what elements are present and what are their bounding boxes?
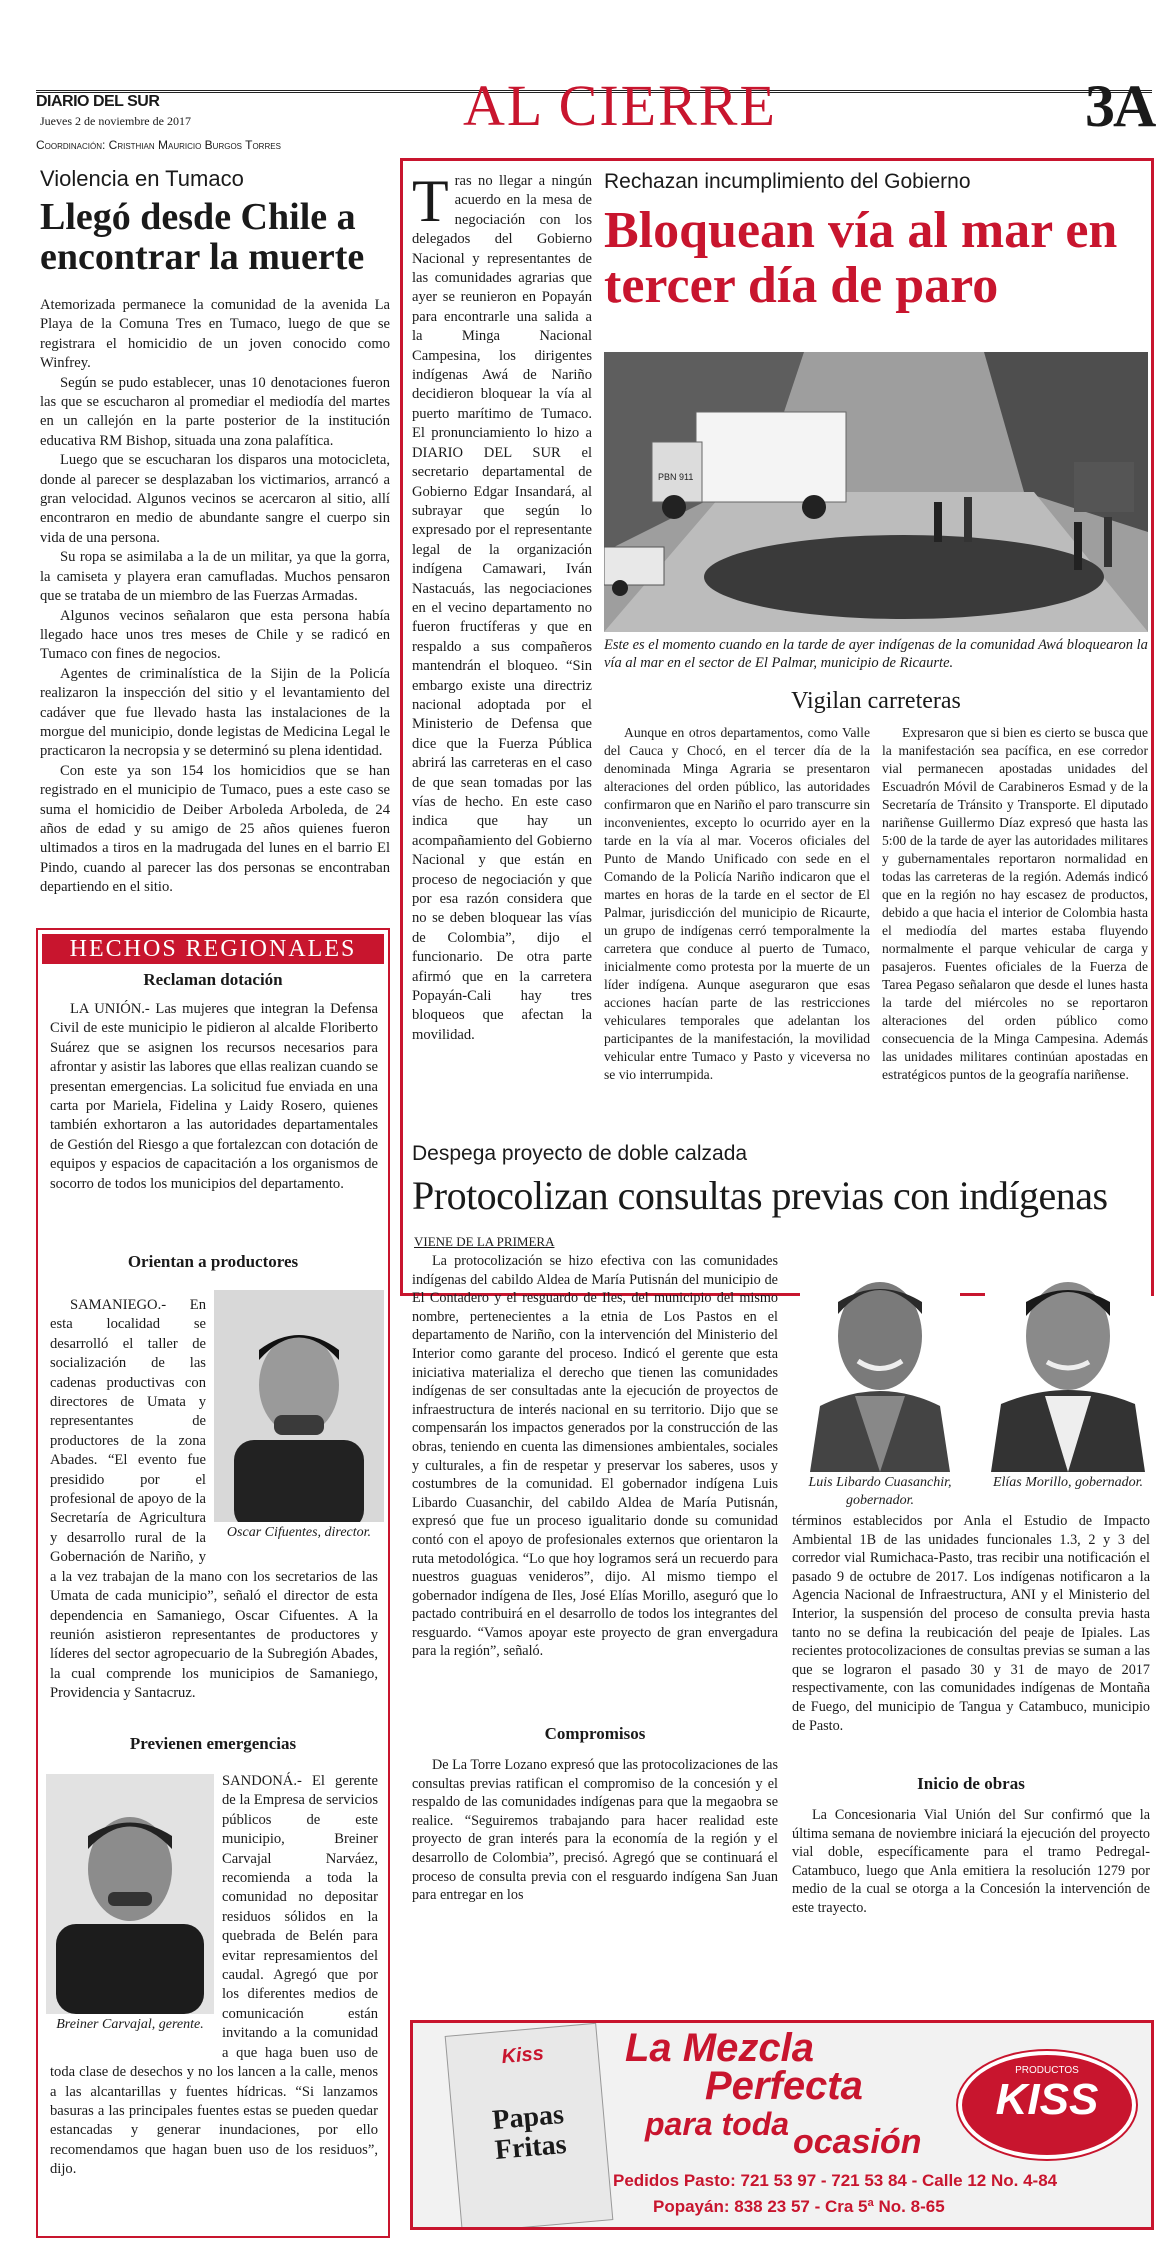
ad-slogan-line: ocasión [793,2123,922,2161]
inicio-obras-subhead: Inicio de obras [917,1774,1025,1793]
kiss-logo-small: PRODUCTOS [1015,2065,1079,2076]
regional-item-paragraph-text: SAMANIEGO.- En esta localidad se desarrolló el taller de socialización de las cadenas productivas con directores de Umata y representantes de productores de la zona Abades. “El evento fue presidido por el profesional de apoyo de la Secretaría de Agricultura y desarrollo rural de la Gobernación de Nariño, y a la vez trabajan de la mano con los secretarios de las Umata de cada municipio”, señaló el director de esta dependencia en Samaniego, Oscar Cifuentes. A la reunión asistieron representantes de productores y líderes del sector agropecuario de la Subregión Abades, la cual comprende los municipios de Samaniego, Providencia y Santacruz. [50,1297,378,1702]
chips-bag [445,2023,614,2230]
kiss-advertisement [410,2020,1154,2230]
kiss-logo-text: KISS [995,2075,1099,2124]
left-story-paragraph: Atemorizada permanece la comunidad de la avenida La Playa de la Comuna Tres en Tumaco, luego de que se registrara el homicidio de un joven conocido como Winfrey. [40,297,390,372]
newspaper-name: DIARIO DEL SUR [36,93,160,110]
ad-phone-line: Pedidos Pasto: 721 53 97 - 721 53 84 - Calle 12 No. 4-84 [613,2171,1058,2190]
ad-address-line: Popayán: 838 23 57 - Cra 5ª No. 8-65 [653,2197,945,2216]
compromisos-subhead: Compromisos [544,1724,646,1743]
main-story-col2 [604,724,870,1084]
second-story-kicker: Despega proyecto de doble calzada [412,1142,748,1165]
left-story-headline: Llegó desde Chile a encontrar la muerte [40,196,365,278]
main-story-kicker: Rechazan incumplimiento del Gobierno [604,170,971,193]
left-story-kicker: Violencia en Tumaco [40,166,244,191]
second-story-col1b [412,1756,778,1905]
vigilan-subhead: Vigilan carreteras [791,688,961,714]
regional-news-banner: HECHOS REGIONALES [42,934,384,964]
regional-item-text [50,1000,378,1194]
morillo-caption: Elías Morillo, gobernador. [992,1475,1144,1490]
regional-item-title: Previenen emergencias [129,1734,297,1753]
road-blockade-caption: Este es el momento cuando en la tarde de ayer indígenas de la comunidad Awá bloquearon la vía al mar en el sector de El Palmar, municipio de Ricaurte. [604,637,1148,671]
second-story-col1-text: La protocolización se hizo efectiva con las comunidades indígenas del cabildo Aldea de María Putisnán del municipio de El Contadero y el resguardo de Iles, del municipio del mismo nombre, pertenecientes a la etnia de Los Pastos en el departamento de Nariño, con la intervención del Ministerio del Interior como garante del proceso. Indicó el gerente que esta iniciativa materializa el derecho que tienen las comunidades indígenas de ser consultadas ante la ejecución de proyectos de infraestructura de interés nacional en su territorio. Dijo que se compensarán los impactos generados por la construcción de las obras, teniendo en cuenta las dimensiones ambientales, sociales y culturales, a fin de respetar y preservar los saberes, usos y costumbres de la comunidad. El gobernador indígena Luis Libardo Cuasanchir, del cabildo Aldea de María Putisnán, expresó que fue un proceso igualitario donde su comunidad contó con el apoyo de profesionales externos que orientaron la ruta metodológica. “Lo que hoy logramos será un recuerdo para nuestros guaguas venideros”, dijo. Al mismo tiempo el gobernador indígena de Iles, José Elías Morillo, aseguró que lo pactado contribuirá en el desarrollo de todos los integrantes del resguardo. “Vamos apoyar este proyecto de gran envergadura para la región”, señaló. [412,1253,778,1660]
second-story-col2b [792,1806,1150,1918]
second-story-col2b-text: La Concesionaria Vial Unión del Sur confirmó que la última semana de noviembre iniciará la ejecución del proyecto vial doble, específicamente para el tramo Pedregal-Catambuco, luego que Anla emitiera la resolución 1279 por medio de la cual se otorga a la Concesión la intervención de este trayecto. [792,1807,1150,1916]
cuasanchir-caption: Luis Libardo Cuasanchir, gobernador. [808,1475,952,1508]
breiner-carvajal-caption: Breiner Carvajal, gerente. [56,2017,204,2032]
portrait-illustration [985,1236,1151,1472]
regional-item-title: Reclaman dotación [143,970,283,989]
second-story-col2-text: términos establecidos por Anla el Estudio de Impacto Ambiental 1B de las unidades funcionales 1.3, 2 y 3 del corredor vial Rumichaca-Pasto, tras recibir una notificación el pasado 9 de octubre de 2017. Los indígenas notificaron a la Agencia Nacional de Infraestructura, ANI y el Ministerio del Interior, la suspensión del proceso de consulta previa hasta tanto no se defina la reubicación del peaje de Ipiales. Las recientes protocolizaciones de consultas previas se suman a las que se lograron el pasado 30 y 31 de mayo de 2017 respectivamente, con las comunidades indígenas de Montaña de Fuego, del municipio de Tangua y Catambuco, municipio de Pasto. [792,1513,1150,1734]
road-blockade-photo [604,352,1148,632]
left-story-paragraph: Según se pudo establecer, unas 10 denotaciones fueron las que se escucharon al promediar el mediodía del martes en un callejón en la parte posterior de la institución educativa RM Bishop, situada una zona palafítica. [40,374,390,449]
second-story-col1 [412,1252,778,1661]
blockade-scene-illustration [604,352,1148,632]
section-title: AL CIERRE [463,73,777,138]
coordination-credit: Coordinación: Cristhian Mauricio Burgos Torres [36,138,281,152]
page-number: 3A [1085,73,1155,139]
main-story-left-column [412,168,592,1045]
main-story-col2-text: Aunque en otros departamentos, como Valle del Cauca y Chocó, en el tercer día de la denominada Minga Agraria se presentaron alteraciones del orden público, las autoridades confirmaron que en Nariño el paro transcurre sin inconvenientes, excepto lo ocurrido ayer en la tarde en la vía al mar. Voceros oficiales del Punto de Mando Unificado con sede en el Comando de la Policía Nariño indicaron que el martes en horas de la tarde en el sector de El Palmar, jurisdicción del municipio de Ricaurte, un grupo de indígenas cerró temporalmente la carretera que conduce al puerto de Tumaco, inicialmente como protesta por la muerte de un líder indígena. Aunque aseguraron que esas acciones hacían parte de las restricciones vehiculares temporales que adelantan los participantes de la manifestación, la movilidad vehicular entre Tumaco y Pasto y viceversa no se vio interrumpida. [604,725,870,1082]
issue-date: Jueves 2 de noviembre de 2017 [40,114,191,128]
regional-item-title: Orientan a productores [127,1252,299,1271]
left-story-paragraph: Luego que se escucharan los disparos una motocicleta, donde al parecer se desplazaban los victimarios, arrancó a gran velocidad. Algunos vecinos se acercaron al sitio, allí encontraron en medio de abundante sangre el cuerpo sin vida de una persona. [40,452,390,546]
photo-spacer [206,1296,378,1564]
viene-de-la-primera: VIENE DE LA PRIMERA [414,1234,555,1249]
left-story-paragraph: Su ropa se asimilaba a la de un militar, ya que la gorra, la camiseta y playera eran camufladas. Muchos pensaron que se trataba de un miembro de las Fuerzas Armadas. [40,549,390,605]
second-story-col1b-text: De La Torre Lozano expresó que las protocolizaciones de las consultas previas ratifican el compromiso de la concesión y el respaldo de las comunidades indígenas para que la megaobra se realice. “Seguiremos trabajando para hacer realidad este proyecto de gran interés para la economía de la región y el desarrollo de Colombia”, precisó. Agregó que se continuará el proceso de consulta previa con el resguardo indígena San Juan para entregar en los [412,1757,778,1904]
ad-slogan-line: Perfecta [705,2064,863,2108]
cuasanchir-photo [800,1236,960,1472]
left-story-paragraph: Algunos vecinos señalaron que esta persona había llegado hace unos tres meses de Chile y se radicó en Tumaco con fines de negocios. [40,607,390,663]
photo-spacer [50,1772,222,2050]
regional-item-paragraph: LA UNIÓN.- Las mujeres que integran la Defensa Civil de este municipio le pidieron al alcalde Floriberto Suárez que se asignen los recursos necesarios para afrontar y asistir las labores que ellas realizan cuando se presentan emergencias. La solicitud fue enviada en una carta por Mariela, Fidelina y Laidy Rosero, quienes también exhortaron a las autoridades departamentales de Gestión del Riesgo a que fortalezcan con dotación de equipos y espacios de capacitación a los organismos de socorro de todos los municipios del departamento. [50,1001,378,1192]
left-story-paragraph: Agentes de criminalística de la Sijin de la Policía realizaron la inspección del sitio y el levantamiento del cadáver que fue llevado hasta las instalaciones de la morgue del municipio, donde legistas de Medicina Legal le practicaron la necropsia y se determinó su plena identidad. [40,665,390,760]
main-story-lead-text: ras no llegar a ningún acuerdo en la mesa de negociación con los delegados del Gobierno Nacional y representantes de las comunidades agrarias que ayer se reunieron en Popayán para encontrarle una salida a la Minga Nacional Campesina, los dirigentes indígenas Awá de Nariño decidieron bloquear la vía al puerto marítimo de Tumaco. El pronunciamiento lo hizo a DIARIO DEL SUR el secretario departamental de Gobierno Edgar Insandará, al subrayar que según lo expresado por el representante legal de la organización indígena Camawari, Iván Nastacuás, las negociaciones en el vecino departamento no fueron fructíferas y que en respaldo a sus compañeros mantendrán el bloqueo. “Sin embargo existe una directriz nacional adoptada por el Ministerio de Defensa que dice que la Fuerza Pública abrirá las carreteras en el caso de que sean tomadas por las vías de hecho. En este caso indica que hay un acompañamiento del Gobierno Nacional y que están en proceso de negociación y que por esa razón considera que no se deben bloquear las vías de Colombia”, dijo el funcionario. De otra parte afirmó que en la carretera Popayán-Cali hay tres bloqueos que afectan la movilidad. [412,173,592,1043]
regional-item-paragraph-text: SANDONÁ.- El gerente de la Empresa de servicios públicos de este municipio, Breiner Carvajal Narváez, recomienda a toda la comunidad no depositar residuos sólidos en la quebrada de Belén para evitar represamientos del caudal. Agregó que por los diferentes medios de comunicación están invitando a la comunidad a que haga buen uso de toda clase de desechos y no los lancen a la calle, menos a las alcantarillas y fuentes hídricas. “Si lanzamos basuras a las principales fuentes estas se pueden quedar estancadas y generar inundaciones, por ello recomendamos que hagan buen uso de los residuos”, dijo. [50,1773,378,2178]
second-story-col2 [792,1512,1150,1735]
regional-item-text [50,1296,378,1704]
morillo-photo [985,1236,1151,1472]
main-story-lead [412,168,592,1045]
main-story-col3-text: Expresaron que si bien es cierto se busca que la manifestación sea pacífica, en ese corredor vial permanecen apostadas unidades del Escuadrón Móvil de Carabineros Esmad y de la Secretaría de Tránsito y Transporte. El diputado nariñense Guillermo Díaz expresó que hasta las 5:00 de la tarde de ayer las autoridades militares y gubernamentales reportaron normalidad en todas las carreteras de la región. Además indicó que en la región no hay escasez de productos, debido a que hacia el interior de Colombia hasta el mediodía del martes estaba fluyendo normalmente el parque vehicular de carga y pasajeros. Fuentes oficiales de la Fuerza de Tarea Pegaso señalaron que desde el lunes hasta la tarde del miércoles no se reportaron alteraciones del orden público como consecuencia de la Minga Campesina. Además las unidades militares continúan apostadas en estratégicos puntos de la geografía nariñense. [882,725,1148,1082]
main-story-headline: Bloquean vía al mar en tercer día de paro [604,202,1118,314]
regional-item-text [50,1772,378,2180]
second-story-headline: Protocolizan consultas previas con indígenas [412,1173,1108,1218]
left-story-paragraph: Con este ya son 154 los homicidios que se han registrado en el municipio de Tumaco, pues a este caso se suma el homicidio de Deiber Arboleda Arboleda, de 24 años de edad y su amigo de 25 años quienes fueron ultimados a tiros en la madrugada del lunes en el barrio El Pindo, cuando al parecer las dos personas se encontraban departiendo en el sitio. [40,762,390,896]
dropcap: T [412,168,449,234]
truck-plate: PBN 911 [658,472,694,482]
regional-item-paragraph [50,1772,378,2180]
main-story-col3 [882,724,1148,1084]
chips-bag-brand: Kiss [500,2042,545,2069]
portrait-illustration [800,1236,960,1472]
left-story-body [40,296,390,898]
ad-slogan-line: para toda [645,2106,790,2142]
oscar-cifuentes-caption: Oscar Cifuentes, director. [226,1525,372,1540]
chips-bag-title: Papas Fritas [491,2098,568,2166]
ad-slogan-line: La Mezcla [625,2026,814,2070]
regional-item-paragraph [50,1296,378,1704]
kiss-logo [958,2051,1136,2159]
